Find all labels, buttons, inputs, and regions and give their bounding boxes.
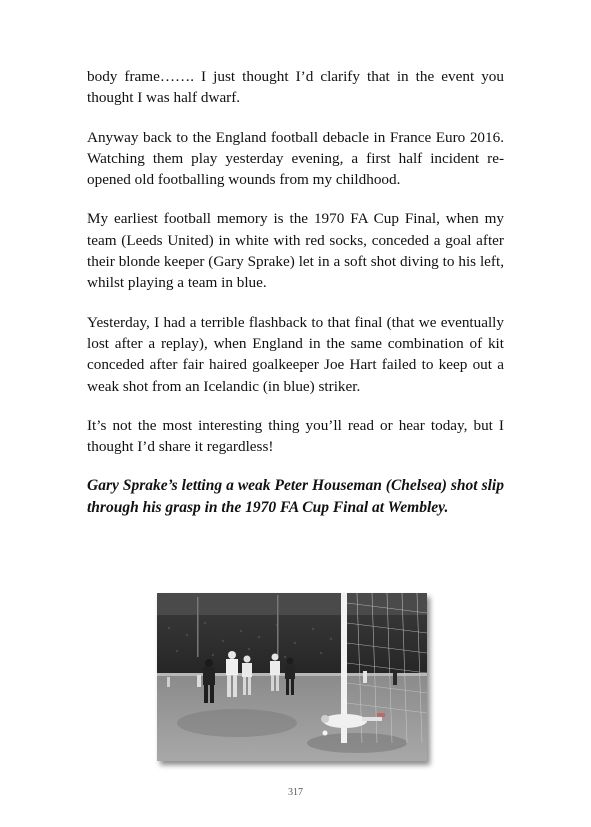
photo-caption: Gary Sprake’s letting a weak Peter Houseman (Chelsea) shot slip through his grasp in the 1970 FA Cup Final at Wembley.	[87, 477, 504, 516]
football-photo-image	[157, 593, 427, 761]
football-photo	[157, 593, 427, 761]
paragraph-4: Yesterday, I had a terrible flashback to that final (that we eventually lost after a replay), when England in the same combination of kit conceded after fair haired goalkeeper Joe Hart failed to keep out a weak shot from an Icelandic (in blue) striker.	[87, 313, 504, 395]
page-body	[87, 66, 504, 518]
paragraph-3: My earliest football memory is the 1970 FA Cup Final, when my team (Leeds United) in white with red socks, conceded a goal after their blonde keeper (Gary Sprake) let in a soft shot diving to his left, whilst playing a team in blue.	[87, 210, 504, 292]
paragraph-5: It’s not the most interesting thing you’ll read or hear today, but I thought I’d share it regardless!	[87, 416, 504, 456]
page-number: 317	[288, 787, 303, 798]
paragraph-2: Anyway back to the England football debacle in France Euro 2016. Watching them play yesterday evening, a first half incident re-opened old footballing wounds from my childhood.	[87, 128, 504, 189]
paragraph-1: body frame……. I just thought I’d clarify that in the event you thought I was half dwarf.	[87, 68, 504, 107]
